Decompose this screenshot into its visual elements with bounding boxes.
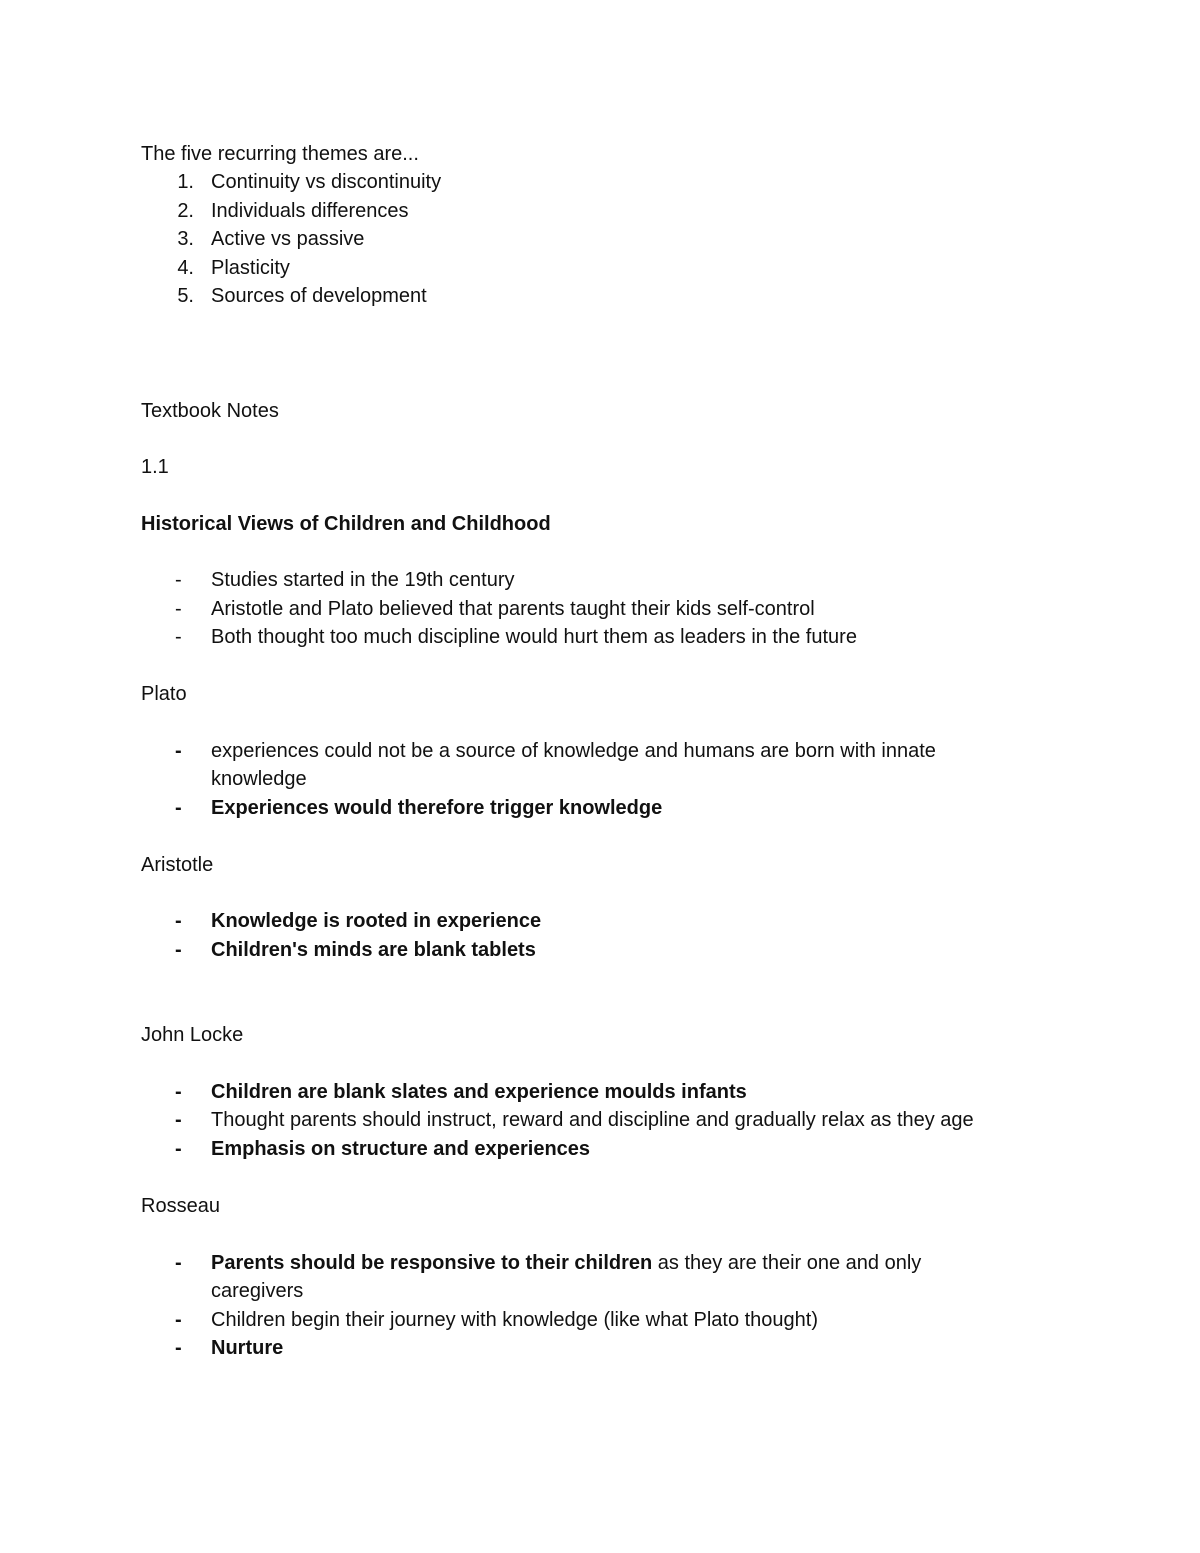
locke-item: Thought parents should instruct, reward and discipline and gradually relax as they age bbox=[211, 1109, 974, 1131]
rosseau-item-rest: as they are their one and only bbox=[652, 1252, 922, 1274]
historical-item: Both thought too much discipline would hurt them as leaders in the future bbox=[211, 626, 857, 648]
bullet-dash: - bbox=[175, 1252, 182, 1274]
rosseau-item-continuation: caregivers bbox=[211, 1280, 304, 1302]
rosseau-heading: Rosseau bbox=[141, 1195, 220, 1217]
aristotle-heading: Aristotle bbox=[141, 854, 214, 876]
bullet-dash: - bbox=[175, 569, 182, 591]
bullet-dash: - bbox=[175, 598, 182, 620]
intro-text: The five recurring themes are... bbox=[141, 143, 419, 165]
theme-number: 4. bbox=[177, 257, 194, 279]
bullet-dash: - bbox=[175, 939, 182, 961]
locke-item: Emphasis on structure and experiences bbox=[211, 1138, 591, 1160]
bullet-dash: - bbox=[175, 1138, 182, 1160]
theme-item: Individuals differences bbox=[211, 200, 409, 222]
bullet-dash: - bbox=[175, 1309, 182, 1331]
theme-item: Continuity vs discontinuity bbox=[211, 171, 442, 193]
theme-number: 3. bbox=[177, 228, 194, 250]
theme-number: 5. bbox=[177, 285, 194, 307]
textbook-notes-heading: Textbook Notes bbox=[141, 400, 279, 422]
theme-item: Sources of development bbox=[211, 285, 427, 307]
locke-heading: John Locke bbox=[141, 1024, 244, 1046]
theme-item: Plasticity bbox=[211, 257, 290, 279]
historical-item: Aristotle and Plato believed that parents taught their kids self-control bbox=[211, 598, 815, 620]
rosseau-item-bold: Parents should be responsive to their children bbox=[211, 1252, 653, 1274]
plato-item-continuation: knowledge bbox=[211, 768, 307, 790]
aristotle-item: Knowledge is rooted in experience bbox=[211, 910, 542, 932]
rosseau-item: Children begin their journey with knowledge (like what Plato thought) bbox=[211, 1309, 819, 1331]
bullet-dash: - bbox=[175, 1081, 182, 1103]
bullet-dash: - bbox=[175, 1109, 182, 1131]
aristotle-item: Children's minds are blank tablets bbox=[211, 939, 536, 961]
bullet-dash: - bbox=[175, 1337, 182, 1359]
bullet-dash: - bbox=[175, 910, 182, 932]
theme-number: 1. bbox=[177, 171, 194, 193]
plato-item: Experiences would therefore trigger knowledge bbox=[211, 797, 663, 819]
plato-item: experiences could not be a source of knowledge and humans are born with innate bbox=[211, 740, 936, 762]
section-title: Historical Views of Children and Childhood bbox=[141, 513, 551, 535]
bullet-dash: - bbox=[175, 626, 182, 648]
theme-item: Active vs passive bbox=[211, 228, 365, 250]
section-number: 1.1 bbox=[141, 456, 169, 478]
theme-number: 2. bbox=[177, 200, 194, 222]
bullet-dash: - bbox=[175, 797, 182, 819]
historical-item: Studies started in the 19th century bbox=[211, 569, 515, 591]
plato-heading: Plato bbox=[141, 683, 187, 705]
locke-item: Children are blank slates and experience moulds infants bbox=[211, 1081, 747, 1103]
bullet-dash: - bbox=[175, 740, 182, 762]
rosseau-item bbox=[211, 1249, 921, 1277]
rosseau-item: Nurture bbox=[211, 1337, 284, 1359]
